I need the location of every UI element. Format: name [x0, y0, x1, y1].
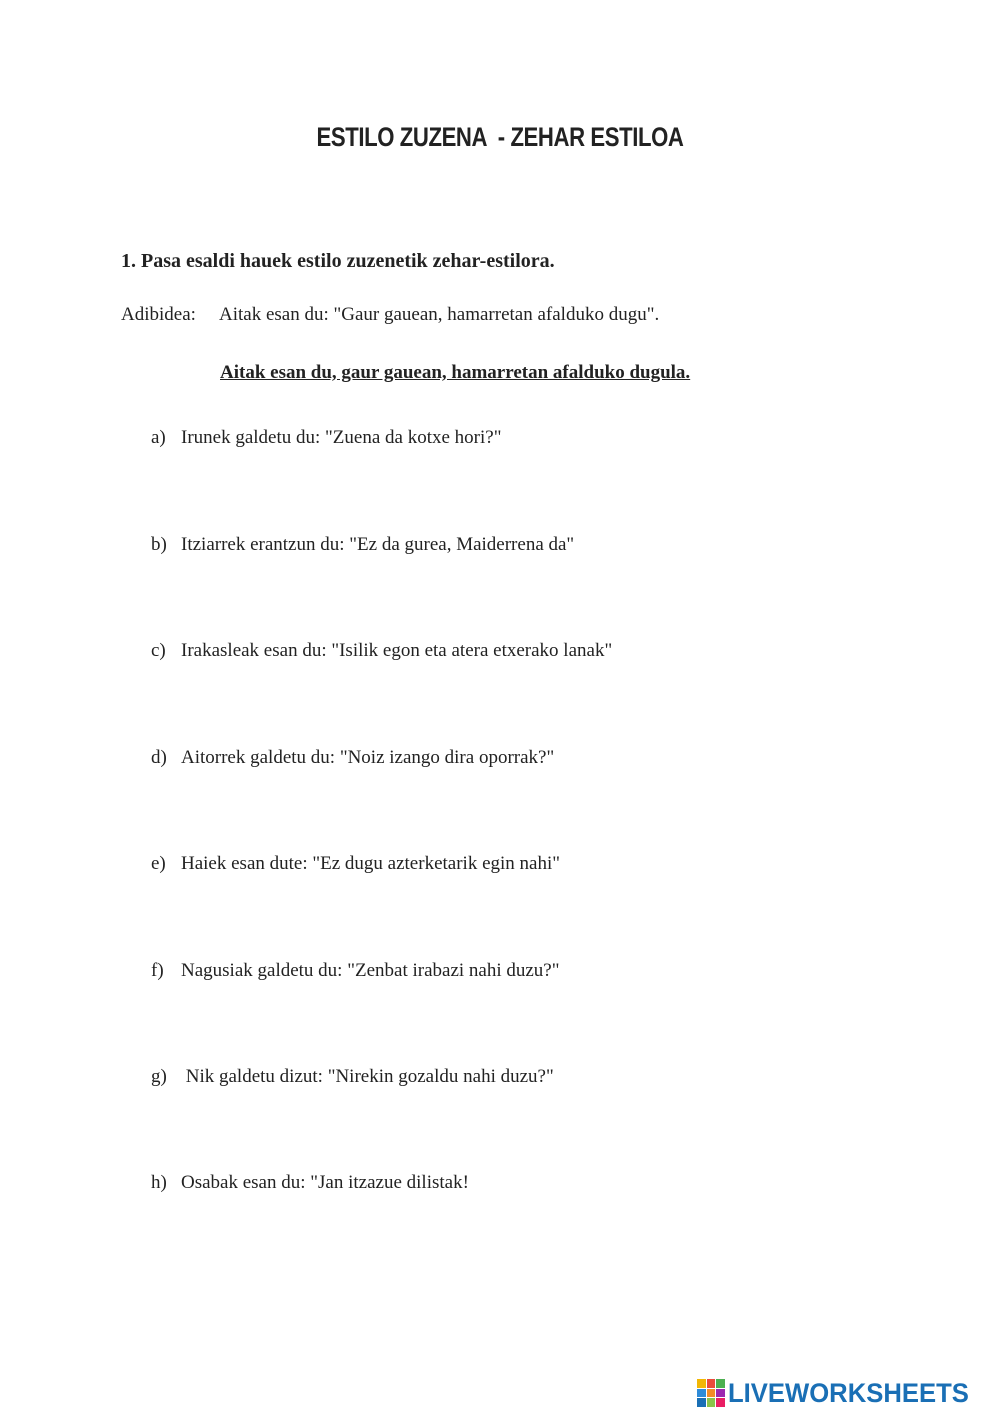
item-text: Itziarrek erantzun du: "Ez da gurea, Maiderrena da": [181, 534, 575, 555]
exercise-item-c: [151, 640, 612, 662]
item-text: Aitorrek galdetu du: "Noiz izango dira oporrak?": [181, 747, 555, 768]
item-text: Irakasleak esan du: "Isilik egon eta atera etxerako lanak": [181, 640, 613, 661]
page-title: ESTILO ZUZENA - ZEHAR ESTILOA: [316, 122, 684, 152]
example-answer: Aitak esan du, gaur gauean, hamarretan afalduko dugula.: [220, 362, 691, 383]
item-letter: e): [151, 853, 166, 874]
item-text: Irunek galdetu du: "Zuena da kotxe hori?": [181, 427, 502, 448]
item-letter: f): [151, 960, 164, 981]
exercise-item-h: [151, 1172, 469, 1194]
exercise-item-d: [151, 747, 554, 769]
item-text: Osabak esan du: "Jan itzazue dilistak!: [181, 1172, 469, 1193]
exercise-item-e: [151, 853, 560, 875]
item-text: Nik galdetu dizut: "Nirekin gozaldu nahi duzu?": [181, 1066, 554, 1087]
exercise-item-a: [151, 427, 501, 449]
exercise-item-g: [151, 1066, 554, 1088]
item-letter: g): [151, 1066, 167, 1087]
item-letter: d): [151, 747, 167, 768]
liveworksheets-logo: [697, 1377, 982, 1409]
item-text: Haiek esan dute: "Ez dugu azterketarik egin nahi": [181, 853, 560, 874]
example-text: Aitak esan du: "Gaur gauean, hamarretan afalduko dugu".: [219, 304, 660, 325]
item-text: Nagusiak galdetu du: "Zenbat irabazi nahi duzu?": [181, 960, 560, 981]
item-letter: a): [151, 427, 166, 448]
example-row: [121, 304, 659, 326]
exercise-heading: 1. Pasa esaldi hauek estilo zuzenetik zehar-estilora.: [121, 250, 555, 272]
liveworksheets-logo-icon: [697, 1379, 725, 1407]
item-letter: c): [151, 640, 166, 661]
liveworksheets-logo-text: LIVEWORKSHEETS: [728, 1377, 969, 1408]
exercise-item-b: [151, 534, 574, 556]
item-letter: b): [151, 534, 167, 555]
example-label: Adibidea:: [121, 304, 196, 325]
item-letter: h): [151, 1172, 167, 1193]
exercise-item-f: [151, 960, 560, 982]
